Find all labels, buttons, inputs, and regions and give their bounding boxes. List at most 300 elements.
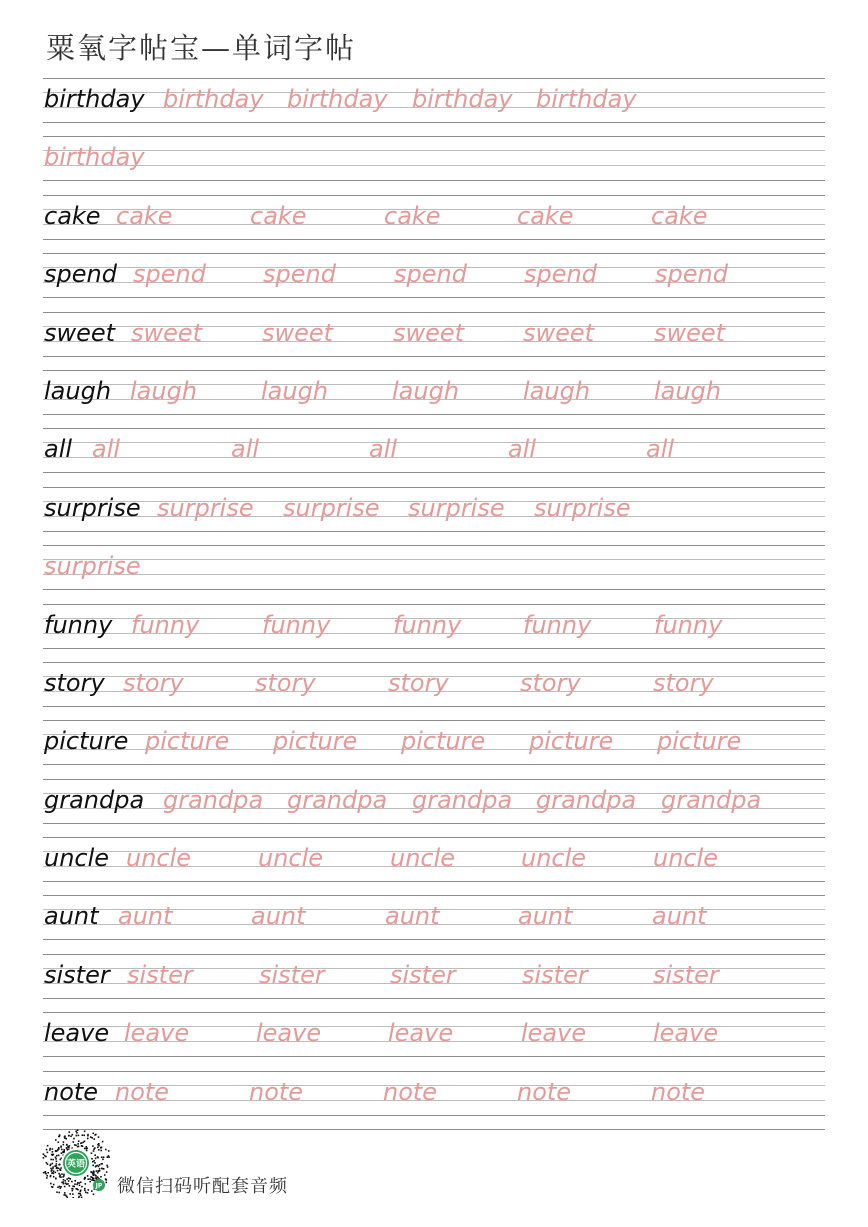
qr-dot (51, 1169, 53, 1171)
trace-word: cake (116, 201, 173, 230)
guide-line (43, 779, 825, 780)
qr-dot (66, 1178, 68, 1180)
guide-line (43, 823, 825, 824)
guide-line (43, 370, 825, 371)
qr-dot (55, 1157, 57, 1159)
trace-word: sister (259, 960, 325, 989)
qr-dot (58, 1167, 60, 1169)
trace-word: story (255, 668, 316, 697)
qr-dot (72, 1134, 74, 1136)
guide-line (43, 122, 825, 123)
qr-dot (52, 1154, 54, 1156)
qr-dot (52, 1186, 54, 1188)
qr-dot (72, 1193, 74, 1195)
trace-word: spend (655, 260, 728, 289)
model-word: sister (44, 960, 110, 989)
word-row-leave (43, 1012, 825, 1070)
qr-dot (53, 1176, 55, 1178)
qr-dot (80, 1195, 82, 1197)
trace-word: laugh (654, 376, 722, 405)
qr-dot (52, 1151, 54, 1153)
qr-dot (92, 1145, 94, 1147)
trace-word: leave (521, 1019, 587, 1048)
qr-dot (103, 1156, 105, 1158)
guide-line (43, 1012, 825, 1013)
qr-dot (74, 1183, 76, 1185)
trace-word: funny (393, 610, 462, 639)
qr-dot (94, 1162, 96, 1164)
qr-dot (58, 1173, 60, 1175)
guide-line (43, 442, 825, 443)
trace-word: note (115, 1077, 170, 1106)
guide-line (43, 487, 825, 488)
qr-dot (68, 1180, 70, 1182)
trace-word: funny (523, 610, 592, 639)
qr-dot (64, 1186, 66, 1188)
model-word: spend (44, 260, 117, 289)
trace-word: laugh (261, 376, 329, 405)
trace-word: birthday (44, 143, 145, 172)
qr-dot (91, 1137, 93, 1139)
guide-line (43, 706, 825, 707)
qr-dot (98, 1136, 100, 1138)
qr-dot (56, 1161, 58, 1163)
qr-dot (101, 1157, 103, 1159)
qr-dot (47, 1163, 49, 1165)
qr-dot (93, 1148, 95, 1150)
qr-dot (101, 1163, 103, 1165)
trace-word: sister (390, 960, 456, 989)
qr-dot (60, 1159, 62, 1161)
trace-word: all (508, 435, 537, 464)
guide-line (43, 837, 825, 838)
qr-dot (61, 1149, 63, 1151)
qr-dot (108, 1150, 110, 1152)
qr-dot (63, 1179, 65, 1181)
qr-dot (74, 1180, 76, 1182)
qr-dot (91, 1190, 93, 1192)
qr-dot (106, 1182, 108, 1184)
trace-word: picture (273, 727, 358, 756)
trace-word: surprise (283, 493, 380, 522)
qr-dot (84, 1190, 86, 1192)
qr-dot (76, 1135, 78, 1137)
qr-dot (54, 1165, 56, 1167)
qr-dot (55, 1158, 57, 1160)
qr-dot (84, 1131, 86, 1133)
qr-dot (60, 1169, 62, 1171)
qr-dot (93, 1160, 95, 1162)
guide-line (43, 253, 825, 254)
qr-dot (87, 1192, 89, 1194)
qr-dot (43, 1157, 45, 1159)
qr-dot (57, 1170, 59, 1172)
qr-dot (43, 1153, 45, 1155)
qr-dot (78, 1146, 80, 1148)
qr-dot (68, 1177, 70, 1179)
trace-word: spend (524, 260, 597, 289)
qr-dot (47, 1145, 49, 1147)
qr-dot (64, 1136, 66, 1138)
qr-dot (69, 1193, 71, 1195)
model-word: note (44, 1077, 99, 1106)
trace-word: uncle (126, 844, 192, 873)
trace-word: sweet (262, 318, 334, 347)
qr-code-icon[interactable] (41, 1128, 111, 1198)
qr-dot (86, 1150, 88, 1152)
qr-dot (78, 1197, 80, 1198)
trace-word: leave (256, 1019, 322, 1048)
qr-dot (89, 1178, 91, 1180)
qr-dot (91, 1152, 93, 1154)
guide-line (43, 195, 825, 196)
qr-dot (46, 1162, 48, 1164)
qr-dot (62, 1151, 64, 1153)
trace-word: funny (131, 610, 200, 639)
qr-dot (71, 1181, 73, 1183)
trace-word: leave (124, 1019, 190, 1048)
qr-dot (81, 1197, 83, 1198)
trace-word: spend (263, 260, 336, 289)
qr-dot (105, 1149, 107, 1151)
qr-dot (83, 1135, 85, 1137)
qr-dot (83, 1142, 85, 1144)
trace-word: picture (657, 727, 742, 756)
qr-badge-label: 英语 (66, 1159, 86, 1170)
qr-dot (58, 1141, 60, 1143)
trace-word: leave (653, 1019, 719, 1048)
qr-dot (78, 1140, 80, 1142)
qr-dot (49, 1149, 51, 1151)
qr-dot (70, 1178, 72, 1180)
trace-word: sister (522, 960, 588, 989)
qr-dot (90, 1136, 92, 1138)
qr-dot (50, 1164, 52, 1166)
footer (41, 1128, 361, 1198)
qr-dot (50, 1183, 52, 1185)
qr-dot (78, 1193, 80, 1195)
qr-dot (66, 1144, 68, 1146)
trace-word: uncle (390, 844, 456, 873)
trace-word: aunt (251, 902, 306, 931)
word-row-uncle (43, 837, 825, 895)
qr-dot (62, 1176, 64, 1178)
qr-dot (94, 1138, 96, 1140)
qr-dot (61, 1173, 63, 1175)
word-row-aunt (43, 895, 825, 953)
trace-word: grandpa (287, 785, 388, 814)
qr-dot (66, 1197, 68, 1198)
guide-line (43, 559, 825, 560)
model-word: aunt (44, 902, 99, 931)
qr-dot (58, 1136, 60, 1138)
guide-line (43, 150, 825, 151)
guide-line (43, 648, 825, 649)
qr-dot (69, 1131, 71, 1133)
qr-dot (98, 1149, 100, 1151)
guide-line (43, 472, 825, 473)
word-row-picture (43, 720, 825, 778)
qr-dot (107, 1166, 109, 1168)
qr-dot (81, 1186, 83, 1188)
qr-dot (100, 1176, 102, 1178)
trace-word: aunt (118, 902, 173, 931)
qr-dot (52, 1168, 54, 1170)
trace-word: spend (133, 260, 206, 289)
qr-dot (76, 1132, 78, 1134)
qr-dot (96, 1178, 98, 1180)
qr-dot (57, 1187, 59, 1189)
trace-word: all (92, 435, 121, 464)
qr-dot (56, 1163, 58, 1165)
word-row-funny (43, 604, 825, 662)
guide-line (43, 545, 825, 546)
qr-dot (85, 1183, 87, 1185)
qr-dot (88, 1189, 90, 1191)
handwriting-sheet (43, 78, 825, 1129)
qr-dot (50, 1168, 52, 1170)
word-row-birthday-continued (43, 136, 825, 194)
trace-word: grandpa (163, 785, 264, 814)
word-row-sweet (43, 312, 825, 370)
qr-dot (63, 1194, 65, 1196)
qr-dot (59, 1187, 61, 1189)
trace-word: uncle (521, 844, 587, 873)
qr-dot (87, 1134, 89, 1136)
qr-dot (99, 1168, 101, 1170)
trace-word: picture (529, 727, 614, 756)
word-row-surprise (43, 487, 825, 545)
qr-dot (55, 1150, 57, 1152)
model-word: all (44, 435, 73, 464)
qr-dot (76, 1188, 78, 1190)
trace-word: surprise (408, 493, 505, 522)
qr-dot (101, 1147, 103, 1149)
qr-dot (44, 1155, 46, 1157)
qr-dot (63, 1183, 65, 1185)
guide-line (43, 180, 825, 181)
qr-dot (79, 1185, 81, 1187)
trace-word: all (646, 435, 675, 464)
qr-dot (87, 1178, 89, 1180)
trace-word: cake (384, 201, 441, 230)
word-row-sister (43, 954, 825, 1012)
qr-dot (50, 1176, 52, 1178)
qr-dot (77, 1129, 79, 1131)
qr-dot (97, 1156, 99, 1158)
qr-dot (98, 1170, 100, 1172)
qr-dot (50, 1159, 52, 1161)
qr-dot (108, 1156, 110, 1158)
qr-dot (106, 1171, 108, 1173)
trace-word: story (653, 668, 714, 697)
guide-line (43, 1115, 825, 1116)
guide-line (43, 939, 825, 940)
qr-dot (79, 1182, 81, 1184)
guide-line (43, 998, 825, 999)
qr-dot (65, 1138, 67, 1140)
qr-dot (87, 1175, 89, 1177)
qr-dot (65, 1180, 67, 1182)
trace-word: laugh (392, 376, 460, 405)
qr-dot (46, 1175, 48, 1177)
qr-dot (85, 1192, 87, 1194)
qr-dot (49, 1148, 51, 1150)
guide-line (43, 954, 825, 955)
qr-dot (52, 1166, 54, 1168)
qr-dot (90, 1176, 92, 1178)
qr-dot (102, 1168, 104, 1170)
qr-dot (72, 1188, 74, 1190)
trace-word: picture (401, 727, 486, 756)
qr-dot (97, 1172, 99, 1174)
qr-dot (76, 1184, 78, 1186)
qr-dot (102, 1141, 104, 1143)
qr-dot (94, 1154, 96, 1156)
qr-dot (99, 1164, 101, 1166)
trace-word: grandpa (661, 785, 762, 814)
qr-dot (47, 1172, 49, 1174)
guide-line (43, 239, 825, 240)
qr-dot (63, 1174, 65, 1176)
word-row-grandpa (43, 779, 825, 837)
qr-dot (46, 1177, 48, 1179)
qr-dot (56, 1155, 58, 1157)
trace-word: funny (262, 610, 331, 639)
qr-dot (63, 1144, 65, 1146)
qr-dot (77, 1143, 79, 1145)
qr-dot (58, 1192, 60, 1194)
qr-dot (52, 1159, 54, 1161)
model-word: birthday (44, 85, 145, 113)
qr-dot (92, 1165, 94, 1167)
guide-line (43, 1071, 825, 1072)
qr-dot (68, 1147, 70, 1149)
qr-dot (59, 1186, 61, 1188)
guide-line (43, 720, 825, 721)
guide-line (43, 78, 825, 79)
qr-dot (82, 1145, 84, 1147)
qr-dot (95, 1165, 97, 1167)
guide-line (43, 312, 825, 313)
qr-dot (52, 1163, 54, 1165)
trace-word: sister (653, 960, 719, 989)
qr-dot (92, 1178, 94, 1180)
qr-dot (69, 1145, 71, 1147)
qr-dot (93, 1150, 95, 1152)
trace-word: surprise (44, 552, 141, 581)
qr-dot (84, 1148, 86, 1150)
trace-word: cake (517, 201, 574, 230)
qr-dot (65, 1182, 67, 1184)
model-word: laugh (44, 376, 112, 405)
qr-dot (58, 1164, 60, 1166)
qr-dot (47, 1152, 49, 1154)
qr-dot (69, 1185, 71, 1187)
qr-dot (58, 1155, 60, 1157)
trace-word: birthday (536, 85, 637, 113)
trace-word: leave (388, 1019, 454, 1048)
qr-dot (74, 1144, 76, 1146)
trace-word: sweet (523, 318, 595, 347)
qr-dot (84, 1177, 86, 1179)
qr-dot (58, 1147, 60, 1149)
model-word: picture (44, 727, 129, 756)
trace-word: laugh (523, 376, 591, 405)
qr-dot (64, 1192, 66, 1194)
qr-dot (107, 1156, 109, 1158)
qr-dot (93, 1170, 95, 1172)
qr-dot (80, 1190, 82, 1192)
trace-word: note (383, 1077, 438, 1106)
trace-word: birthday (163, 85, 264, 113)
model-word: cake (44, 201, 101, 230)
word-row-cake (43, 195, 825, 253)
trace-word: uncle (653, 844, 719, 873)
qr-dot (95, 1175, 97, 1177)
qr-dot (85, 1146, 87, 1148)
trace-word: uncle (258, 844, 324, 873)
qr-dot (84, 1188, 86, 1190)
trace-word: surprise (157, 493, 254, 522)
trace-word: picture (145, 727, 230, 756)
trace-word: sweet (393, 318, 465, 347)
trace-word: funny (654, 610, 723, 639)
trace-word: aunt (518, 902, 573, 931)
guide-line (43, 1056, 825, 1057)
trace-word: story (388, 668, 449, 697)
qr-dot (59, 1134, 61, 1136)
qr-dot (106, 1165, 108, 1167)
guide-line (43, 136, 825, 137)
qr-dot (93, 1194, 95, 1196)
qr-dot (96, 1170, 98, 1172)
model-word: uncle (44, 844, 110, 873)
model-word: grandpa (44, 785, 145, 814)
qr-dot (73, 1138, 75, 1140)
trace-word: sister (127, 960, 193, 989)
qr-dot (78, 1135, 80, 1137)
trace-word: spend (394, 260, 467, 289)
trace-word: aunt (385, 902, 440, 931)
page-title: 粟氧字帖宝—单词字帖 (46, 31, 357, 65)
trace-word: all (369, 435, 398, 464)
qr-dot (81, 1142, 83, 1144)
qr-dot (77, 1182, 79, 1184)
qr-dot (82, 1134, 84, 1136)
qr-dot (72, 1190, 74, 1192)
trace-word: sweet (654, 318, 726, 347)
trace-word: all (231, 435, 260, 464)
trace-word: birthday (412, 85, 513, 113)
qr-dot (61, 1182, 63, 1184)
qr-dot (93, 1133, 95, 1135)
qr-dot (56, 1191, 58, 1193)
qr-corner-label: JP (95, 1182, 103, 1190)
trace-word: birthday (287, 85, 388, 113)
word-row-spend (43, 253, 825, 311)
guide-line (43, 764, 825, 765)
guide-line (43, 428, 825, 429)
trace-word: note (249, 1077, 304, 1106)
guide-line (43, 589, 825, 590)
guide-line (43, 895, 825, 896)
qr-dot (46, 1149, 48, 1151)
qr-dot (97, 1144, 99, 1146)
footer-scan-hint: 微信扫码听配套音频 (117, 1176, 288, 1197)
guide-line (43, 165, 825, 166)
qr-dot (60, 1146, 62, 1148)
